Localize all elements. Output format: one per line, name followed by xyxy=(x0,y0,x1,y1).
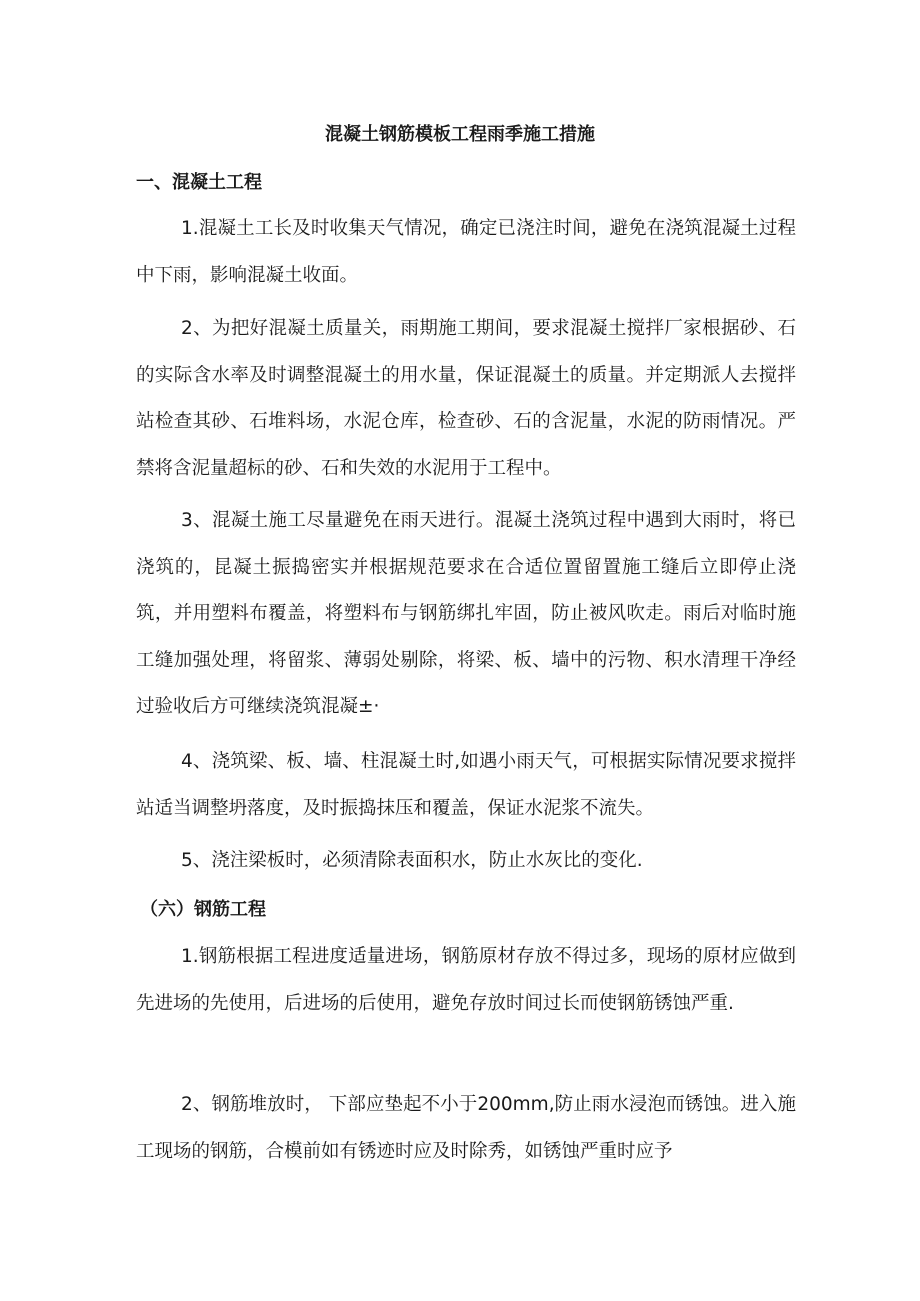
paragraph: 1.钢筋根据工程进度适量进场，钢筋原材存放不得过多，现场的原材应做到先进场的先使用，后进场的后使用，避免存放时间过长而使钢筋锈蚀严重. xyxy=(136,946,796,1014)
paragraph: 4、浇筑梁、板、墙、柱混凝土时,如遇小雨天气，可根据实际情况要求搅拌站适当调整坍落度，及时振捣抹压和覆盖，保证水泥浆不流失。 xyxy=(136,751,796,819)
paragraph: 1.混凝土工长及时收集天气情况，确定已浇注时间，避免在浇筑混凝土过程中下雨，影响混凝土收面。 xyxy=(136,218,796,286)
section-heading-concrete: 一、混凝土工程 xyxy=(136,172,262,193)
paragraph: 3、混凝土施工尽量避免在雨天进行。混凝土浇筑过程中遇到大雨时，将已浇筑的，昆凝土振捣密实并根据规范要求在合适位置留置施工缝后立即停止浇筑，并用塑料布覆盖，将塑料布与钢筋绑扎牢固，防止被风吹走。雨后对临时施工缝加强处理，将留浆、薄弱处剔除，将梁、板、墙中的污物、积水清理干净经过验收后方可继续浇筑混凝±· xyxy=(136,510,796,717)
document-title: 混凝土钢筋模板工程雨季施工措施 xyxy=(325,124,595,145)
paragraph: 2、钢筋堆放时， 下部应垫起不小于200mm,防止雨水浸泡而锈蚀。进入施工现场的钢筋，合模前如有锈迹时应及时除秀，如锈蚀严重时应予 xyxy=(136,1094,796,1162)
section-heading-rebar: （六）钢筋工程 xyxy=(140,899,266,920)
paragraph: 5、浇注梁板时，必须清除表面积水，防止水灰比的变化. xyxy=(181,850,643,871)
paragraph: 2、为把好混凝土质量关，雨期施工期间，要求混凝土搅拌厂家根据砂、石的实际含水率及时调整混凝土的用水量，保证混凝土的质量。并定期派人去搅拌站检查其砂、石堆料场，水泥仓库，检查砂、石的含泥量，水泥的防雨情况。严禁将含泥量超标的砂、石和失效的水泥用于工程中。 xyxy=(136,318,796,479)
